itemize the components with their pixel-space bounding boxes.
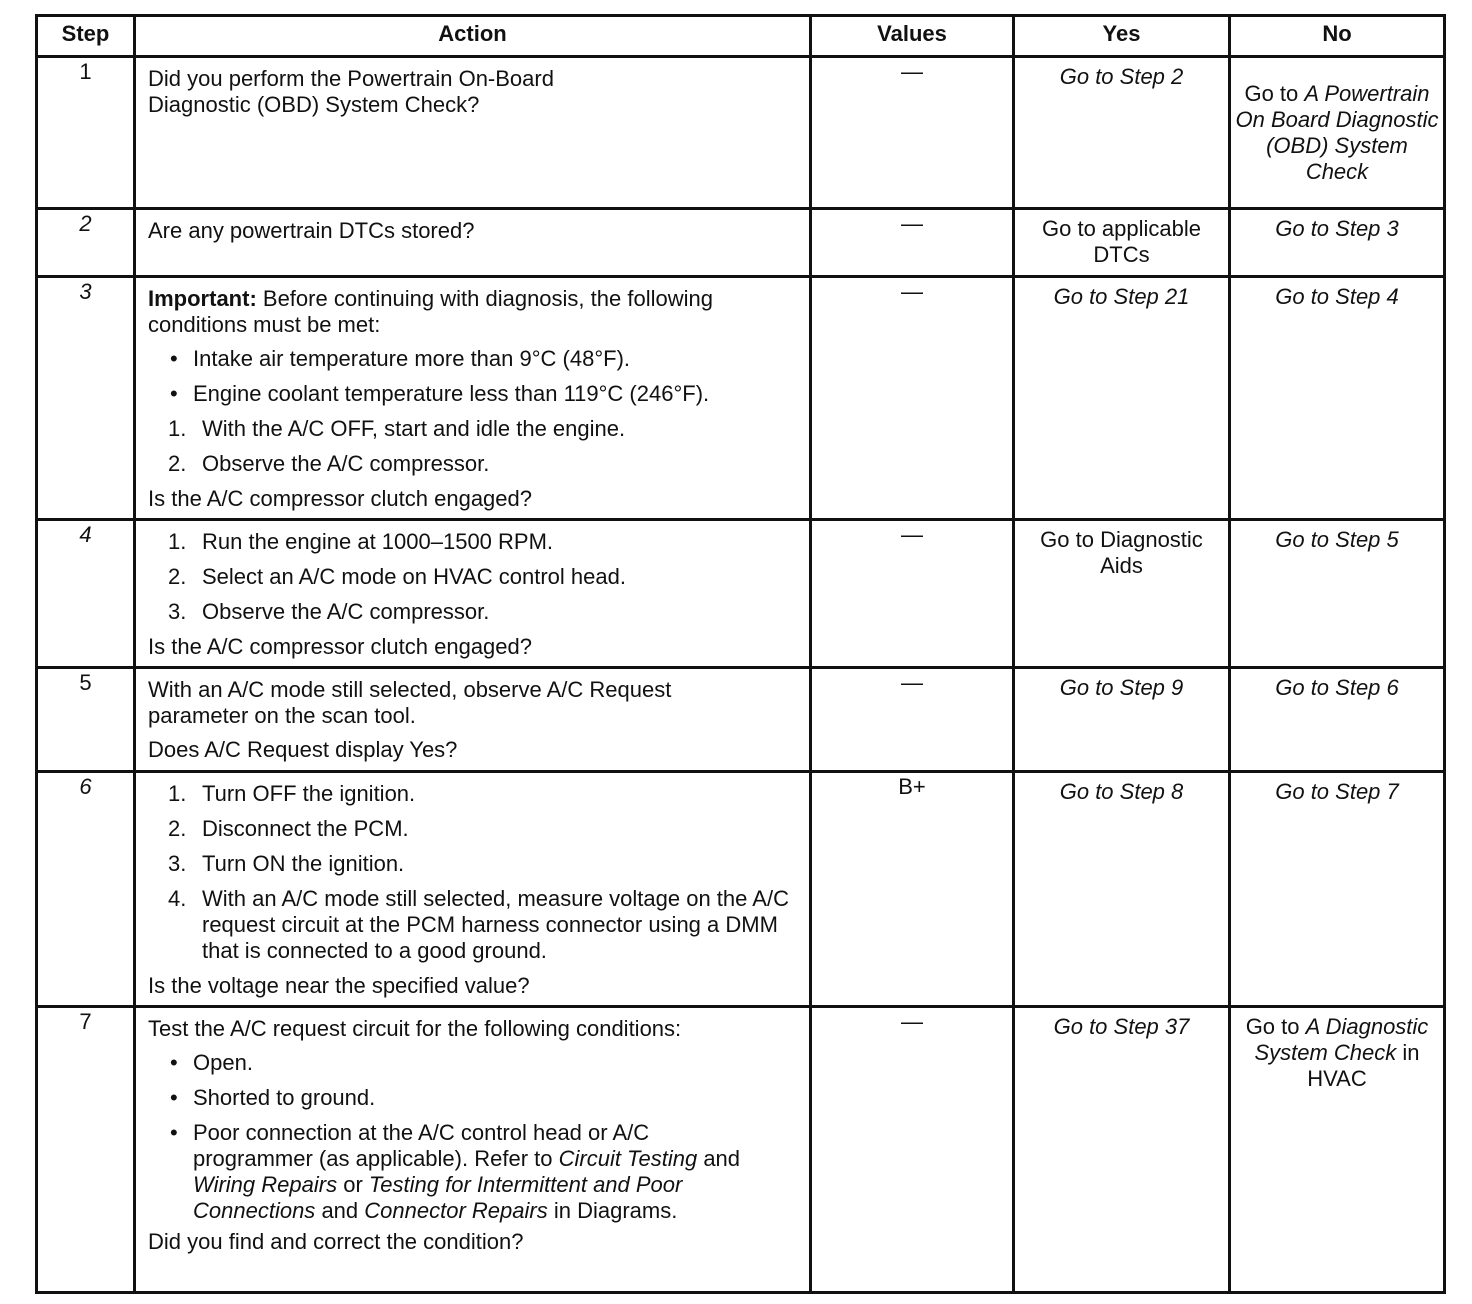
action-question: Is the A/C compressor clutch engaged? bbox=[148, 486, 532, 511]
table-row-step-2 bbox=[37, 209, 1445, 277]
step-number: 5 bbox=[37, 668, 135, 772]
action-question: Did you find and correct the condition? bbox=[148, 1229, 524, 1254]
no-cell bbox=[1230, 57, 1445, 209]
list-item: 2. Select an A/C mode on HVAC control head. bbox=[168, 564, 626, 589]
value-cell: — bbox=[811, 277, 1014, 520]
action-cell bbox=[135, 57, 811, 209]
list-item: 2. Disconnect the PCM. bbox=[168, 816, 409, 841]
step-number: 4 bbox=[37, 520, 135, 668]
list-item: • Open. bbox=[170, 1050, 253, 1075]
action-cell bbox=[135, 277, 811, 520]
header-values: Values bbox=[811, 16, 1014, 57]
table-row-step-5 bbox=[37, 668, 1445, 772]
yes-cell: Go to Step 21 bbox=[1014, 277, 1230, 520]
header-row bbox=[37, 16, 1445, 57]
reference-link: Circuit Testing bbox=[558, 1146, 698, 1171]
no-prefix: Go to bbox=[1244, 80, 1299, 106]
list-item: 1. With the A/C OFF, start and idle the engine. bbox=[168, 416, 626, 441]
important-label: Important: bbox=[148, 286, 257, 311]
table-row-step-3 bbox=[37, 277, 1445, 520]
condition-list bbox=[148, 1050, 799, 1224]
action-text: Test the A/C request circuit for the following conditions: bbox=[148, 1016, 682, 1041]
list-item: 1. Turn OFF the ignition. bbox=[168, 781, 416, 806]
reference-link: Connector Repairs bbox=[364, 1198, 548, 1223]
table-row-step-4 bbox=[37, 520, 1445, 668]
value-cell: — bbox=[811, 209, 1014, 277]
yes-cell: Go to Step 2 bbox=[1014, 57, 1230, 209]
step-number: 7 bbox=[37, 1007, 135, 1293]
step-list bbox=[148, 416, 799, 477]
value-cell: — bbox=[811, 1007, 1014, 1293]
list-item: • Engine coolant temperature less than 119°C (246°F). bbox=[170, 381, 710, 406]
table-row-step-1 bbox=[37, 57, 1445, 209]
no-cell: Go to Step 7 bbox=[1230, 772, 1445, 1007]
header-yes: Yes bbox=[1014, 16, 1230, 57]
action-cell bbox=[135, 772, 811, 1007]
list-item: • Intake air temperature more than 9°C (48°F). bbox=[170, 346, 631, 371]
step-list bbox=[148, 781, 799, 964]
header-step: Step bbox=[37, 16, 135, 57]
no-cell: Go to Step 4 bbox=[1230, 277, 1445, 520]
value-cell: — bbox=[811, 668, 1014, 772]
list-item: 4. With an A/C mode still selected, measure voltage on the A/C request circuit at the PCM harness connector using a DMM that is connected to a good ground. bbox=[168, 886, 789, 963]
value-cell: B+ bbox=[811, 772, 1014, 1007]
no-cell: Go to Step 6 bbox=[1230, 668, 1445, 772]
action-question: Is the A/C compressor clutch engaged? bbox=[148, 634, 532, 659]
action-question: Is the voltage near the specified value? bbox=[148, 973, 530, 998]
action-question: Does A/C Request display Yes? bbox=[148, 737, 458, 762]
yes-cell: Go to Step 8 bbox=[1014, 772, 1230, 1007]
important-text: Before continuing with diagnosis, the following conditions must be met: bbox=[148, 286, 713, 337]
step-number: 1 bbox=[37, 57, 135, 209]
action-cell bbox=[135, 520, 811, 668]
header-action: Action bbox=[135, 16, 811, 57]
step-list bbox=[148, 529, 799, 625]
diagnostic-table bbox=[35, 14, 1446, 1294]
no-cell bbox=[1230, 1007, 1445, 1293]
header-no: No bbox=[1230, 16, 1445, 57]
table-row-step-6 bbox=[37, 772, 1445, 1007]
list-item: 3. Turn ON the ignition. bbox=[168, 851, 405, 876]
no-link-text: A Diagnostic System Check bbox=[1254, 1014, 1429, 1065]
reference-link: Testing for Intermittent and Poor Connections bbox=[193, 1172, 683, 1223]
yes-cell: Go to Step 37 bbox=[1014, 1007, 1230, 1293]
value-cell: — bbox=[811, 57, 1014, 209]
list-item: 2. Observe the A/C compressor. bbox=[168, 451, 490, 476]
action-cell bbox=[135, 209, 811, 277]
condition-list bbox=[148, 346, 799, 407]
list-item: 3. Observe the A/C compressor. bbox=[168, 599, 490, 624]
step-number: 3 bbox=[37, 277, 135, 520]
list-item: 1. Run the engine at 1000–1500 RPM. bbox=[168, 529, 554, 554]
no-suffix: in HVAC bbox=[1307, 1040, 1420, 1091]
yes-cell: Go to applicable DTCs bbox=[1014, 209, 1230, 277]
no-cell: Go to Step 3 bbox=[1230, 209, 1445, 277]
no-cell: Go to Step 5 bbox=[1230, 520, 1445, 668]
list-item: • Poor connection at the A/C control head or A/C programmer (as applicable). Refer to Circuit Testing and Wiring Repairs or Testing for Intermittent and Poor Connections and Connector Repairs in Diagrams. bbox=[170, 1120, 741, 1223]
action-important bbox=[148, 286, 799, 338]
step-number: 2 bbox=[37, 209, 135, 277]
no-link-text: A Powertrain On Board Diagnostic (OBD) System Check bbox=[1235, 80, 1439, 184]
table-row-step-7 bbox=[37, 1007, 1445, 1293]
step-number: 6 bbox=[37, 772, 135, 1007]
reference-link: Wiring Repairs bbox=[193, 1172, 338, 1197]
action-text: Did you perform the Powertrain On-Board Diagnostic (OBD) System Check? bbox=[148, 66, 554, 117]
action-text: With an A/C mode still selected, observe A/C Request parameter on the scan tool. bbox=[148, 677, 672, 728]
yes-cell: Go to Step 9 bbox=[1014, 668, 1230, 772]
no-prefix: Go to bbox=[1245, 1014, 1300, 1039]
action-cell bbox=[135, 1007, 811, 1293]
list-item: • Shorted to ground. bbox=[170, 1085, 376, 1110]
value-cell: — bbox=[811, 520, 1014, 668]
action-text: Are any powertrain DTCs stored? bbox=[148, 218, 475, 243]
action-cell bbox=[135, 668, 811, 772]
yes-cell: Go to Diagnostic Aids bbox=[1014, 520, 1230, 668]
